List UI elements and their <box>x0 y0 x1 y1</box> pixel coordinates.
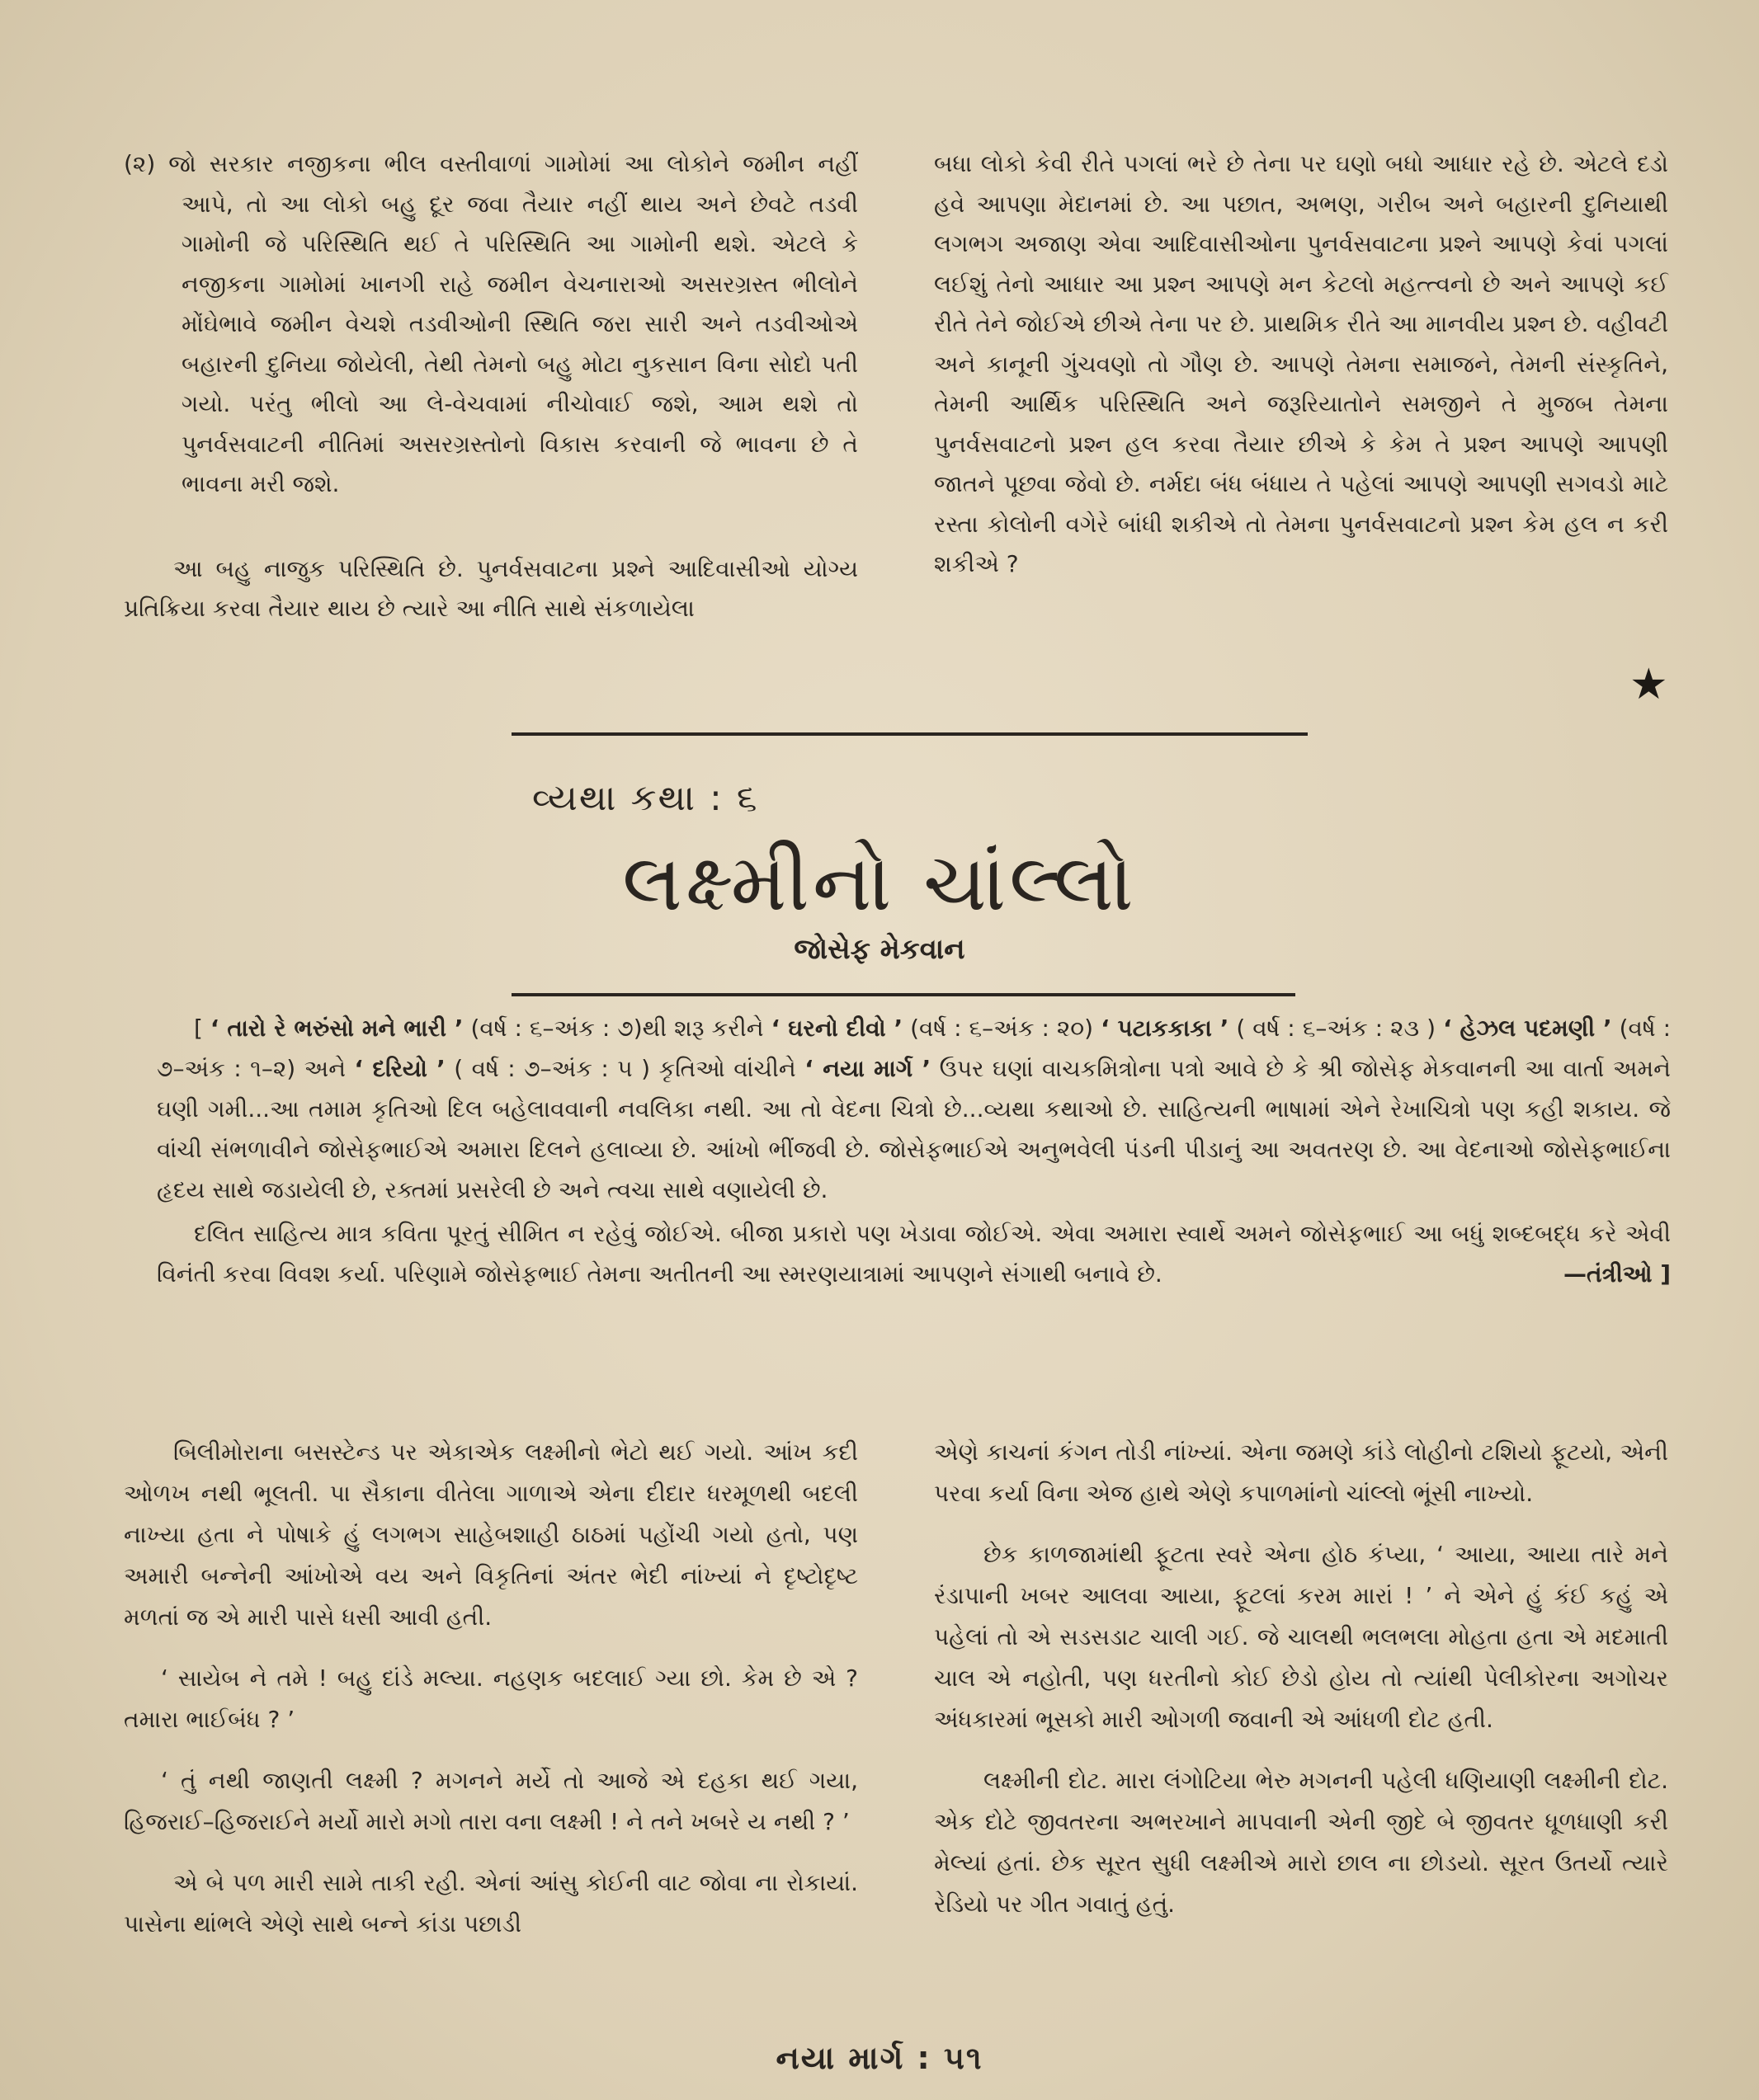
editor-note-paragraph: દલિત સાહિત્ય માત્ર કવિતા પૂરતું સીમિત ન રહેવું જોઈએ. બીજા પ્રકારો પણ ખેડાવા જોઈએ. એવા અમારા સ્વાર્થે અમને જોસેફભાઈ આ બધું શબ્દબદ્ધ કરે એવી વિનંતી કરવા વિવશ કર્યા. પરિણામે જોસેફભાઈ તેમના અતીતની આ સ્મરણયાત્રામાં આપણને સંગાથી બનાવે છે. <box>157 1220 1671 1288</box>
story-dialogue: ‘ તું નથી જાણતી લક્ષ્મી ? મગનને મર્યે તો આજે એ દહકા થઈ ગયા, હિજરાઈ–હિજરાઈને મર્યો મારો મગો તારા વના લક્ષ્મી ! ને તને ખબરે ય નથી ? ’ <box>124 1767 858 1835</box>
issue-ref: (વર્ષ : ૭–અંક : ૧–૨) અને <box>157 1015 1672 1082</box>
story-title-5: ‘ દરિયો ’ <box>354 1055 446 1082</box>
magazine-name: ‘ નયા માર્ગ ’ <box>804 1055 931 1082</box>
story-paragraph: બિલીમોરાના બસસ્ટેન્ડ પર એકાએક લક્ષ્મીનો ભેટો થઈ ગયો. આંખ કદી ઓળખ નથી ભૂલતી. પા સૈકાના વીતેલા ગાળાએ એના દીદાર ધરમૂળથી બદલી નાખ્યા હતા ને પોષાકે હું લગભગ સાહેબશાહી ઠાઠમાં પહોંચી ગયો હતો, પણ અમારી બન્નેની આંખોએ વય અને વિકૃતિનાં અંતર ભેદી નાંખ્યાં ને દૃષ્ટોદૃષ્ટ મળતાં જ એ મારી પાસે ધસી આવી હતી. <box>124 1438 858 1631</box>
top-left-column <box>124 144 858 649</box>
article-title: લક્ષ્મીનો ચાંલ્લો <box>622 836 1137 929</box>
issue-ref: (વર્ષ : ૬–અંક : ૭)થી શરૂ કરીને <box>470 1015 764 1042</box>
story-left-column <box>124 1432 858 1965</box>
issue-ref: ( વર્ષ : ૬–અંક : ૨૩ ) <box>1236 1015 1436 1042</box>
paragraph: બધા લોકો કેવી રીતે પગલાં ભરે છે તેના પર ઘણો બધો આધાર રહે છે. એટલે દડો હવે આપણા મેદાનમાં છે. આ પછાત, અભણ, ગરીબ અને બહારની દુનિયાથી લગભગ અજાણ એવા આદિવાસીઓના પુનર્વસવાટના પ્રશ્ને આપણે કેવાં પગલાં લઈશું તેનો આધાર આ પ્રશ્ન આપણે મન કેટલો મહત્ત્વનો છે અને આપણે કઈ રીતે તેને જોઈએ છીએ તેના પર છે. પ્રાથમિક રીતે આ માનવીય પ્રશ્ન છે. વહીવટી અને કાનૂની ગુંચવણો તો ગૌણ છે. આપણે તેમના સમાજને, તેમની સંસ્કૃતિને, તેમની આર્થિક પરિસ્થિતિ અને જરૂરિયાતોને સમજીને તે મુજબ તેમના પુનર્વસવાટનો પ્રશ્ન હલ કરવા તૈયાર છીએ કે કેમ તે પ્રશ્ન આપણે આપણી જાતને પૂછવા જેવો છે. નર્મદા બંધ બંધાય તે પહેલાં આપણે આપણી સગવડો માટે રસ્તા કોલોની વગેરે બાંધી શકીએ તો તેમના પુનર્વસવાટનો પ્રશ્ન કેમ હલ ન કરી શકીએ ? <box>934 150 1668 577</box>
series-label: વ્યથા કથા : ૬ <box>532 777 759 819</box>
story-title-4: ‘ હેઝલ પદમણી ’ <box>1443 1015 1612 1042</box>
story-dialogue: ‘ સાયેબ ને તમે ! બહુ દાંડે મલ્યા. નહણક બદલાઈ ગ્યા છો. કેમ છે એ ? તમારા ભાઈબંધ ? ’ <box>124 1664 858 1733</box>
title-bottom-rule <box>512 993 1295 996</box>
editor-note-paragraph <box>157 1008 1671 1210</box>
editor-note <box>157 1008 1671 1294</box>
story-title-3: ‘ પટાકકાકા ’ <box>1101 1015 1229 1042</box>
story-paragraph: એણે કાચનાં કંગન તોડી નાંખ્યાં. એના જમણે કાંડે લોહીનો ટશિયો ફૂટયો, એની પરવા કર્યા વિના એજ હાથે એણે કપાળમાંનો ચાંલ્લો ભૂંસી નાખ્યો. <box>934 1438 1668 1507</box>
end-star-icon: ★ <box>1629 660 1668 709</box>
story-paragraph: છેક કાળજામાંથી ફૂટતા સ્વરે એના હોઠ કંપ્યા, ‘ આયા, આયા તારે મને રંડાપાની ખબર આલવા આયા, ફૂટલાં કરમ મારાં ! ’ ને એને હું કંઈ કહું એ પહેલાં તો એ સડસડાટ ચાલી ગઈ. જે ચાલથી ભલભલા મોહતા હતા એ મદમાતી ચાલ એ નહોતી, પણ ધરતીનો કોઈ છેડો હોય તો ત્યાંથી પેલીકોરના અગોચર અંધકારમાં ભૂસકો મારી ઓગળી જવાની એ આંધળી દોટ હતી. <box>934 1541 1668 1733</box>
page-footer: નયા માર્ગ : ૫૧ <box>776 2040 983 2076</box>
editors-signature: —તંત્રીઓ ] <box>1563 1260 1671 1288</box>
paragraph: આ બહુ નાજુક પરિસ્થિતિ છે. પુનર્વસવાટના પ્રશ્ને આદિવાસીઓ યોગ્ય પ્રતિક્રિયા કરવા તૈયાર થાય છે ત્યારે આ નીતિ સાથે સંકળાયેલા <box>124 554 858 622</box>
story-paragraph: લક્ષ્મીની દોટ. મારા લંગોટિયા ભેરુ મગનની પહેલી ધણિયાણી લક્ષ્મીની દોટ. એક દોટે જીવતરના અભરખાને માપવાની એની જીદે બે જીવતર ધૂળધાણી કરી મેલ્યાં હતાં. છેક સૂરત સુધી લક્ષ્મીએ મારો છાલ ના છોડયો. સૂરત ઉતર્યો ત્યારે રેડિયો પર ગીત ગવાતું હતું. <box>934 1767 1668 1918</box>
issue-ref: (વર્ષ : ૬–અંક : ૨૦) <box>910 1015 1094 1042</box>
title-top-rule <box>512 732 1308 736</box>
bracket: [ <box>194 1015 203 1042</box>
story-right-column <box>934 1432 1668 1945</box>
editor-note-text: ઉપર ઘણાં વાચકમિત્રોના પત્રો આવે છે કે શ્રી જોસેફ મેકવાનની આ વાર્તા અમને ઘણી ગમી...આ તમામ કૃતિઓ દિલ બહેલાવવાની નવલિકા નથી. આ તો વેદના ચિત્રો છે...વ્યથા કથાઓ છે. સાહિત્યની ભાષામાં એને રેખાચિત્રો પણ કહી શકાય. જે વાંચી સંભળાવીને જોસેફભાઈએ અમારા દિલને હલાવ્યા છે. આંખો ભીંજવી છે. જોસેફભાઈએ અનુભવેલી પંડની પીડાનું આ અવતરણ છે. આ વેદનાઓ જોસેફભાઈના હૃદય સાથે જડાયેલી છે, રક્તમાં પ્રસરેલી છે અને ત્વચા સાથે વણાયેલી છે. <box>157 1055 1671 1203</box>
top-right-column <box>934 144 1668 605</box>
numbered-paragraph: (૨) જો સરકાર નજીકના ભીલ વસ્તીવાળાં ગામોમાં આ લોકોને જમીન નહીં આપે, તો આ લોકો બહુ દૂર જવા તૈયાર નહીં થાય અને છેવટે તડવી ગામોની જે પરિસ્થિતિ થઈ તે પરિસ્થિતિ આ ગામોની થશે. એટલે કે નજીકના ગામોમાં ખાનગી રાહે જમીન વેચનારાઓ અસરગ્રસ્ત ભીલોને મોંઘેભાવે જમીન વેચશે તડવીઓની સ્થિતિ જરા સારી અને તડવીઓએ બહારની દુનિયા જોયેલી, તેથી તેમનો બહુ મોટા નુકસાન વિના સોદો પતી ગયો. પરંતુ ભીલો આ લે-વેચવામાં નીચોવાઈ જશે, આમ થશે તો પુનર્વસવાટની નીતિમાં અસરગ્રસ્તોનો વિકાસ કરવાની જે ભાવના છે તે ભાવના મરી જશે. <box>124 150 858 497</box>
story-paragraph: એ બે પળ મારી સામે તાકી રહી. એનાં આંસુ કોઈની વાટ જોવા ના રોકાયાં. પાસેના થાંભલે એણે સાથે બન્ને કાંડા પછાડી <box>124 1869 858 1938</box>
story-title-1: ‘ તારો રે ભરુંસો મને ભારી ’ <box>210 1015 464 1042</box>
article-author: જોસેફ મેકવાન <box>794 933 965 966</box>
story-title-2: ‘ ઘરનો દીવો ’ <box>771 1015 903 1042</box>
issue-ref: ( વર્ષ : ૭–અંક : ૫ ) કૃતિઓ વાંચીને <box>454 1055 796 1082</box>
